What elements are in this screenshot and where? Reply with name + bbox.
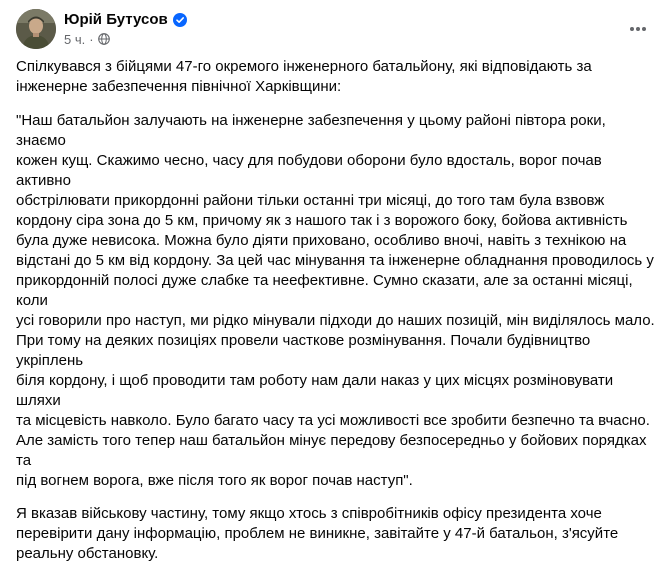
post-body [16, 57, 656, 578]
author-name[interactable]: Юрій Бутусов [64, 11, 168, 28]
author-line [64, 10, 187, 30]
author-block [64, 10, 187, 48]
globe-icon[interactable] [98, 33, 110, 45]
verified-badge-icon [173, 13, 187, 27]
meta-separator: · [89, 31, 94, 47]
post-meta [64, 30, 187, 48]
post-timestamp[interactable]: 5 ч. [64, 31, 86, 47]
post-paragraph-intro: Спілкувався з бійцями 47-го окремого інженерного батальйону, які відповідають за інженерне забезпечення північної Харківщини: [16, 58, 592, 95]
more-options-icon [628, 19, 648, 39]
author-avatar[interactable] [16, 9, 56, 49]
post-paragraph-closing: Я вказав військову частину, тому якщо хтось з співробітників офісу президента хоче перевірити дану інформацію, проблем не виникне, завітайте у 47-й батальон, з'ясуйте реальну обстановку. [16, 505, 619, 562]
post-header [16, 9, 656, 49]
more-options-button[interactable] [620, 11, 656, 47]
post-paragraph-quote: "Наш батальйон залучають на інженерне забезпечення у цьому районі півтора роки, знаємо кожен кущ. Скажимо чесно, часу для побудови оборони було вдосталь, ворог почав активно обстрілювати прикордонні райони тільки останні три місяці, до того там була взвовж кордону сіра зона до 5 км, причому як з нашого так і з ворожого боку, бойова активність була дуже невисока. Можна було діяти приховано, особливо вночі, навіть з технікою на відстані до 5 км від кордону. За цей час мінування та інженерне обладнання проводилось у прикордонній полосі дуже слабке та неефективне. Сумно сказати, але за останні місяці, коли усі говорили про наступ, ми рідко мінували підходи до наших позицій, мін виділялось мало. При тому на деяких позиціях провели часткове розмінування. Почали будівництво укріплень біля кордону, і щоб проводити там роботу нам дали наказ у цих місцях розміновувати шляхи та місцевість навколо. Було багато часу та усі можливості все зробити безпечно та вчасно. Але замість того тепер наш батальйон мінує передову безпосередньо у бойових порядках та під вогнем ворога, вже після того як ворог почав наступ". [16, 112, 655, 489]
